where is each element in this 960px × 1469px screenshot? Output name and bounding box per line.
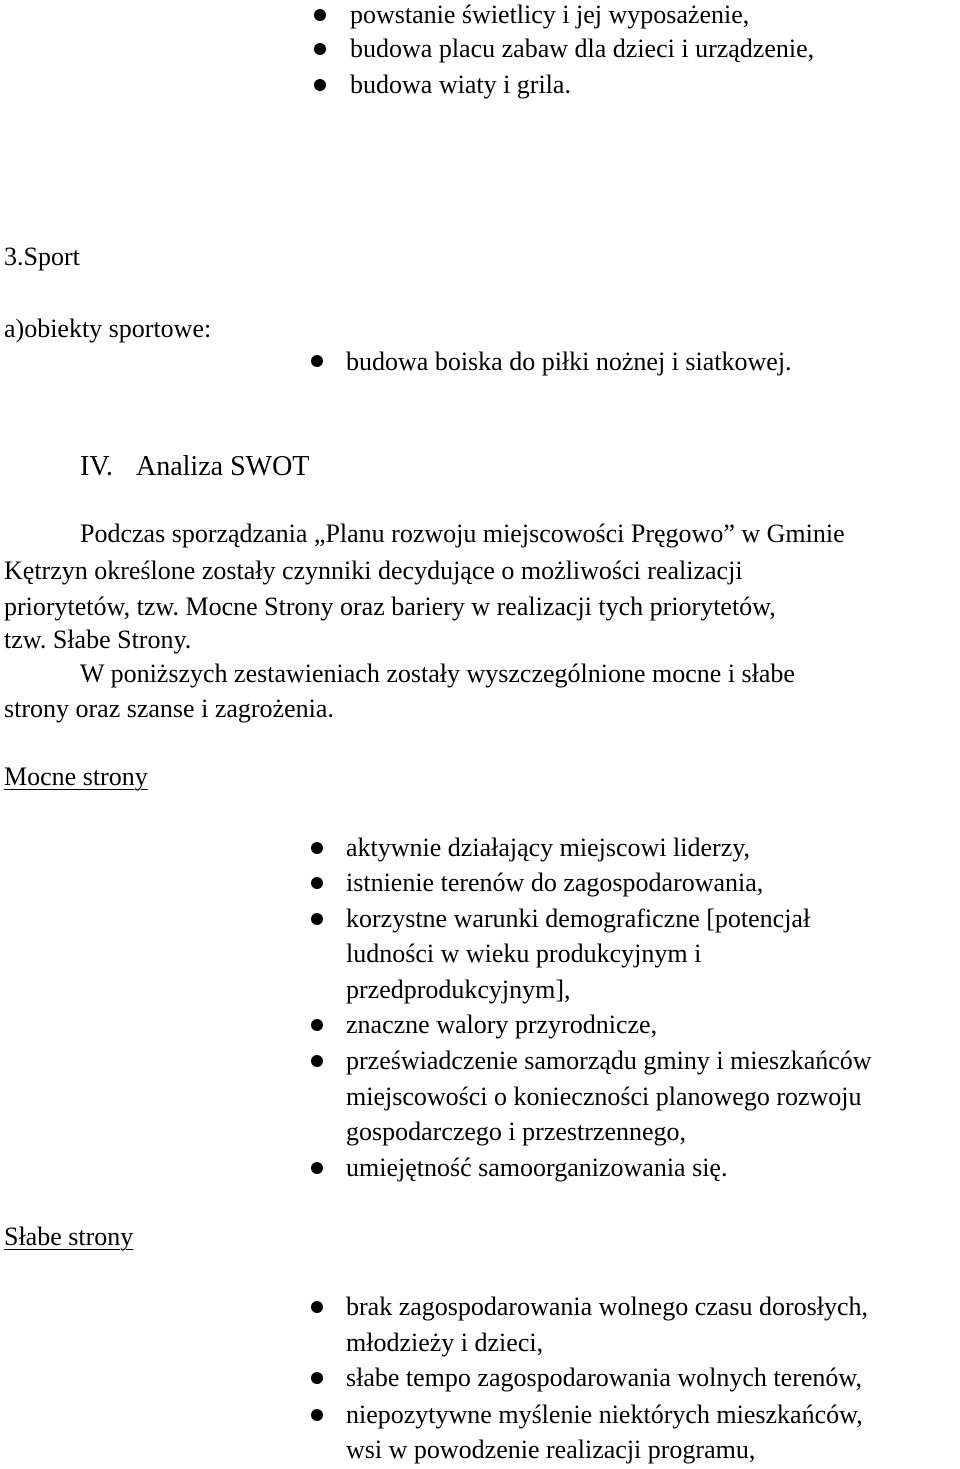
list-item: budowa boiska do piłki nożnej i siatkowej. xyxy=(346,347,792,376)
paragraph-line: priorytetów, tzw. Mocne Strony oraz bariery w realizacji tych priorytetów, xyxy=(4,592,776,621)
section-title: Analiza SWOT xyxy=(136,451,310,482)
list-item: niepozytywne myślenie niektórych mieszkańców, xyxy=(346,1400,863,1429)
list-item: umiejętność samoorganizowania się. xyxy=(346,1153,728,1182)
bullet-icon xyxy=(311,1019,323,1031)
list-item-continuation: ludności w wieku produkcyjnym i xyxy=(346,939,702,968)
bullet-icon xyxy=(311,1055,323,1067)
bullet-icon xyxy=(311,877,323,889)
paragraph-line: tzw. Słabe Strony. xyxy=(4,625,192,654)
paragraph-line: W poniższych zestawieniach zostały wyszczególnione mocne i słabe xyxy=(80,659,795,688)
list-item-continuation: gospodarczego i przestrzennego, xyxy=(346,1117,687,1146)
bullet-icon xyxy=(314,43,326,55)
list-item-continuation: wsi w powodzenie realizacji programu, xyxy=(346,1435,756,1464)
bullet-icon xyxy=(311,1301,323,1313)
weaknesses-heading: Słabe strony xyxy=(4,1222,134,1251)
sport-subheading: a)obiekty sportowe: xyxy=(4,314,212,343)
paragraph-line: strony oraz szanse i zagrożenia. xyxy=(4,694,334,723)
list-item: korzystne warunki demograficzne [potencjał xyxy=(346,904,811,933)
list-item-continuation: miejscowości o konieczności planowego rozwoju xyxy=(346,1082,862,1111)
sport-heading: 3.Sport xyxy=(4,242,80,271)
bullet-icon xyxy=(311,1162,323,1174)
list-item: słabe tempo zagospodarowania wolnych terenów, xyxy=(346,1363,862,1392)
list-item: istnienie terenów do zagospodarowania, xyxy=(346,868,764,897)
list-item: budowa wiaty i grila. xyxy=(350,70,571,99)
bullet-icon xyxy=(314,9,326,21)
bullet-icon xyxy=(314,79,326,91)
strengths-heading: Mocne strony xyxy=(4,762,148,791)
bullet-icon xyxy=(311,355,323,367)
list-item-continuation: przedprodukcyjnym], xyxy=(346,975,571,1004)
bullet-icon xyxy=(311,1372,323,1384)
list-item: znaczne walory przyrodnicze, xyxy=(346,1010,658,1039)
list-item-continuation: młodzieży i dzieci, xyxy=(346,1328,544,1357)
bullet-icon xyxy=(311,842,323,854)
list-item: brak zagospodarowania wolnego czasu dorosłych, xyxy=(346,1292,868,1321)
list-item: przeświadczenie samorządu gminy i mieszkańców xyxy=(346,1046,872,1075)
paragraph-line: Podczas sporządzania „Planu rozwoju miejscowości Pręgowo” w Gminie xyxy=(80,519,845,548)
list-item: aktywnie działający miejscowi liderzy, xyxy=(346,833,751,862)
bullet-icon xyxy=(311,913,323,925)
list-item: budowa placu zabaw dla dzieci i urządzenie, xyxy=(350,34,815,63)
bullet-icon xyxy=(311,1409,323,1421)
list-item: powstanie świetlicy i jej wyposażenie, xyxy=(350,0,750,29)
paragraph-line: Kętrzyn określone zostały czynniki decydujące o możliwości realizacji xyxy=(4,556,743,585)
section-number: IV. xyxy=(80,451,113,482)
